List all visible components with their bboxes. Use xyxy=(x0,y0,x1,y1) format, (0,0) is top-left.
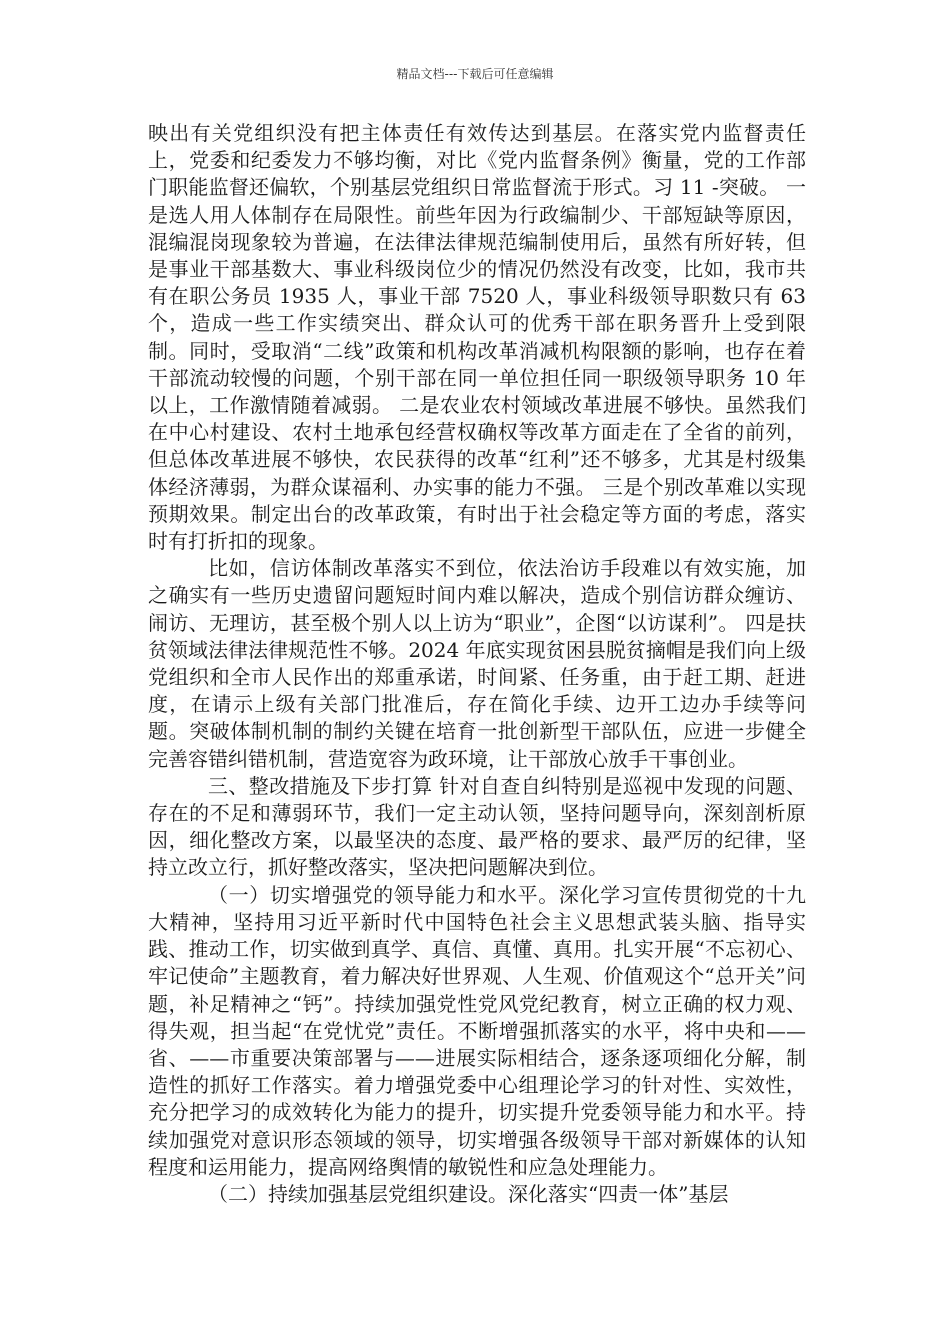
paragraph-4: （一）切实增强党的领导能力和水平。深化学习宣传贯彻党的十九大精神，坚持用习近平新时代中国特色社会主义思想武装头脑、指导实践、推动工作，切实做到真学、真信、真懂、真用。扎实开展“不忘初心、牢记使命”主题教育，着力解决好世界观、人生观、价值观这个“总开关”问题，补足精神之“钙”。持续加强党性党风党纪教育，树立正确的权力观、得失观，担当起“在党忧党”责任。不断增强抓落实的水平，将中央和——省、——市重要决策部署与——进展实际相结合，逐条逐项细化分解，制造性的抓好工作落实。着力增强党委中心组理论学习的针对性、实效性，充分把学习的成效转化为能力的提升，切实提升党委领导能力和水平。持续加强党对意识形态领域的领导，切实增强各级领导干部对新媒体的认知程度和运用能力，提高网络舆情的敏锐性和应急处理能力。 xyxy=(148,882,806,1179)
paragraph-5: （二）持续加强基层党组织建设。深化落实“四责一体”基层 xyxy=(208,1181,729,1206)
page-header: 精品文档---下载后可任意编辑 xyxy=(396,67,554,81)
paragraph-1: 映出有关党组织没有把主体责任有效传达到基层。在落实党内监督责任上，党委和纪委发力不够均衡，对比《党内监督条例》衡量，党的工作部门职能监督还偏软，个别基层党组织日常监督流于形式。习 11 -突破。 一是选人用人体制存在局限性。前些年因为行政编制少、干部短缺等原因，混编混岗现象较为普遍，在法律法律规范编制使用后，虽然有所好转，但是事业干部基数大、事业科级岗位少的情况仍然没有改变，比如，我市共有在职公务员 1935 人，事业干部 7520 人，事业科级领导职数只有 63 个，造成一些工作实绩突出、群众认可的优秀干部在职务晋升上受到限制。同时，受取消“二线”政策和机构改革消减机构限额的影响，也存在着干部流动较慢的问题，个别干部在同一单位担任同一职级领导职务 10 年以上，工作激情随着减弱。 二是农业农村领域改革进展不够快。虽然我们在中心村建设、农村土地承包经营权确权等改革方面走在了全省的前列，但总体改革进展不够快，农民获得的改革“红利”还不够多，尤其是村级集体经济薄弱，为群众谋福利、办实事的能力不强。 三是个别改革难以实现预期效果。制定出台的改革政策，有时出于社会稳定等方面的考虑，落实时有打折扣的现象。 xyxy=(148,121,806,554)
paragraph-2: 比如，信访体制改革落实不到位，依法治访手段难以有效实施，加之确实有一些历史遗留问题短时间内难以解决，造成个别信访群众缠访、闹访、无理访，甚至极个别人以上访为“职业”，企图“以访谋利”。 四是扶贫领域法律法律规范性不够。2024 年底实现贫困县脱贫摘帽是我们向上级党组织和全市人民作出的郑重承诺，时间紧、任务重，由于赶工期、赶进度，在请示上级有关部门批准后，存在简化手续、边开工边办手续等问题。突破体制机制的制约关键在培育一批创新型干部队伍，应进一步健全完善容错纠错机制，营造宽容为政环境，让干部放心放手干事创业。 xyxy=(148,556,806,771)
document-body xyxy=(148,120,806,1208)
paragraph-3: 三、整改措施及下步打算 针对自查自纠特别是巡视中发现的问题、存在的不足和薄弱环节，我们一定主动认领，坚持问题导向，深刻剖析原因，细化整改方案，以最坚决的态度、最严格的要求、最严厉的纪律，坚持立改立行，抓好整改落实，坚决把问题解决到位。 xyxy=(148,773,806,880)
